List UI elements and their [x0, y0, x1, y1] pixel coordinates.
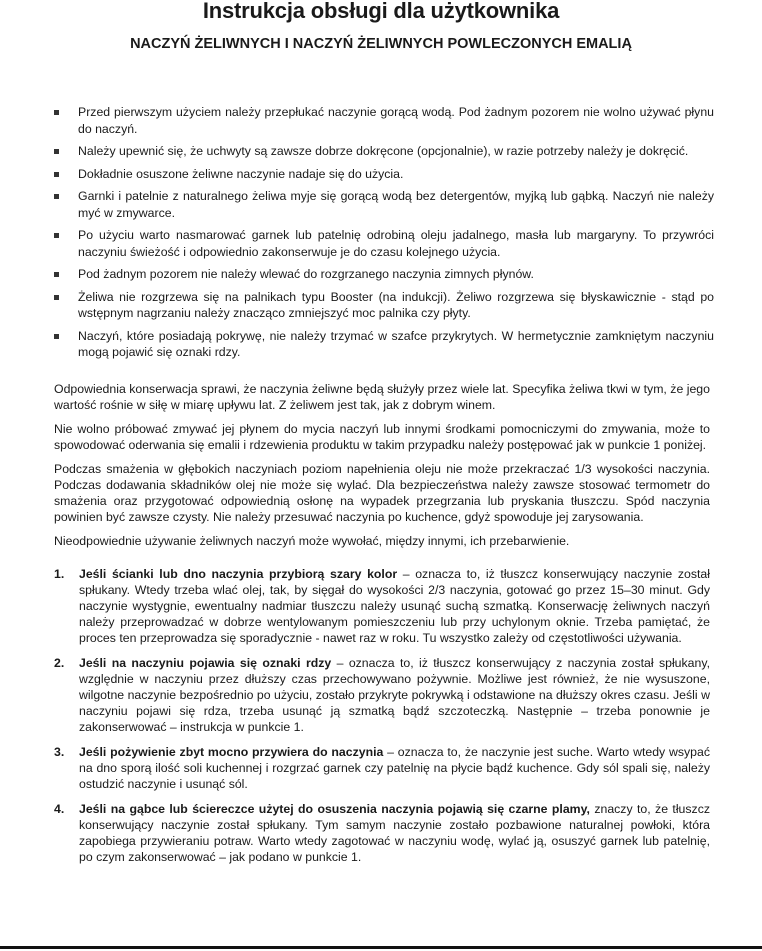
square-bullet-icon	[54, 295, 59, 300]
page-title: Instrukcja obsługi dla użytkownika	[202, 0, 560, 23]
bullet-item	[54, 328, 714, 361]
square-bullet-icon	[54, 172, 59, 177]
bullet-item	[54, 104, 714, 137]
square-bullet-icon	[54, 194, 59, 199]
item-text: znaczy to, że tłuszcz konserwujący naczynie został spłukany. Tym samym naczynie zostało pozbawione naturalnej powłoki, która zapobiega przywieraniu potraw. Warto wtedy zagotować w naczyniu wodę, wylać ją, osuszyć garnek lub patelnię, po czym zakonserwować – jak podano w punkcie 1.	[79, 802, 710, 864]
bullet-list	[54, 104, 714, 367]
body-paragraphs	[54, 381, 710, 557]
bullet-item	[54, 266, 714, 283]
numbered-item	[54, 801, 710, 865]
bullet-text: Żeliwa nie rozgrzewa się na palnikach typu Booster (na indukcji). Żeliwo rozgrzewa się błyskawicznie - stąd po wstępnym nagrzaniu należy znacząco zmniejszyć moc palnika czy płyty.	[78, 289, 714, 320]
item-text: – oznacza to, że naczynie jest suche. Warto wtedy wsypać na dno sporą ilość soli kuchennej i rozgrzać garnek czy patelnię na płycie bądź kuchence. Gdy sól spali się, należy ostudzić naczynie i usunąć sól.	[79, 745, 710, 791]
numbered-item	[54, 566, 710, 646]
page-subtitle: NACZYŃ ŻELIWNYCH I NACZYŃ ŻELIWNYCH POWLECZONYCH EMALIĄ	[130, 36, 632, 52]
paragraph: Nie wolno próbować zmywać jej płynem do mycia naczyń lub innymi środkami pomocniczymi do zmywania, może to spowodować oderwania się emalii i rdzewienia produktu w takim przypadku należy postępować jak w punkcie 1 poniżej.	[54, 422, 710, 452]
paragraph: Podczas smażenia w głębokich naczyniach poziom napełnienia oleju nie może przekraczać 1/3 wysokości naczynia. Podczas dodawania składników olej nie może się wylać. Dla bezpieczeństwa należy zawsze stosować termometr do smażenia oraz przygotować odpowiednią osłonę na wypadek przegrzania lub pryskania tłuszczu. Spód naczynia powinien być zawsze czysty. Nie należy przesuwać naczynia po kuchence, gdyż spowoduje jej zarysowania.	[54, 462, 710, 524]
numbered-item	[54, 655, 710, 735]
item-heading: Jeśli pożywienie zbyt mocno przywiera do naczynia	[79, 745, 384, 759]
bullet-item	[54, 227, 714, 260]
bullet-text: Należy upewnić się, że uchwyty są zawsze dobrze dokręcone (opcjonalnie), w razie potrzeby należy je dokręcić.	[78, 144, 689, 158]
bullet-text: Przed pierwszym użyciem należy przepłukać naczynie gorącą wodą. Pod żadnym pozorem nie wolno używać płynu do naczyń.	[78, 105, 714, 136]
bullet-text: Garnki i patelnie z naturalnego żeliwa myje się gorącą wodą bez detergentów, myjką lub gąbką. Naczyń nie należy myć w zmywarce.	[78, 189, 714, 220]
bullet-item	[54, 166, 714, 183]
bullet-text: Po użyciu warto nasmarować garnek lub patelnię odrobiną oleju jadalnego, masła lub margaryny. To przywróci naczyniu świeżość i odpowiednio zakonserwuje je do czasu kolejnego użycia.	[78, 228, 714, 259]
item-heading: Jeśli na gąbce lub ściereczce użytej do osuszenia naczynia pojawią się czarne plamy,	[79, 802, 590, 816]
numbered-list	[54, 566, 710, 874]
bullet-text: Dokładnie osuszone żeliwne naczynie nadaje się do użycia.	[78, 166, 404, 181]
square-bullet-icon	[54, 149, 59, 154]
item-number: 1.	[54, 567, 65, 581]
square-bullet-icon	[54, 334, 59, 339]
bottom-divider	[0, 946, 762, 949]
bullet-text: Naczyń, które posiadają pokrywę, nie należy trzymać w szafce przykrytych. W hermetycznie zamkniętym naczyniu mogą pojawić się oznaki rdzy.	[78, 328, 714, 359]
bullet-item	[54, 188, 714, 221]
item-number: 3.	[54, 745, 65, 759]
square-bullet-icon	[54, 233, 59, 238]
bullet-text: Pod żadnym pozorem nie należy wlewać do rozgrzanego naczynia zimnych płynów.	[78, 267, 534, 281]
item-text: – oznacza to, iż tłuszcz konserwujący z naczynia został spłukany, względnie w naczyniu przez dłuższy czas przechowywano pożywnie. Możliwe jest również, że nie wysuszone, wilgotne naczynie bezpośrednio po użyciu, zostało przykryte pokrywką i odstawione na dłuższy okres czasu. Jeśli w naczyniu pojawi się rdza, trzeba usunąć ją szmatką bądź szczoteczką. Następnie – trzeba ponownie je zakonserwować – instrukcja w punkcie 1.	[79, 656, 710, 734]
square-bullet-icon	[54, 110, 59, 115]
bullet-item	[54, 289, 714, 322]
item-text: – oznacza to, iż tłuszcz konserwujący naczynie został spłukany. Wtedy trzeba wlać olej, tak, by sięgał do wysokości 2/3 naczynia, gotować go przez 15–30 minut. Gdy naczynie wystygnie, ewentualny nadmiar tłuszczu należy usunąć suchą szmatką. Konserwację żeliwnych naczyń należy przeprowadzać w dobrze wentylowanym pomieszczeniu lub przy uchylonym oknie. Trzeba pamiętać, że proces ten przeprowadza się sporadycznie - nawet raz w roku. Tu wszystko zależy od częstotliwości używania.	[79, 567, 710, 645]
square-bullet-icon	[54, 272, 59, 277]
paragraph: Nieodpowiednie używanie żeliwnych naczyń może wywołać, między innymi, ich przebarwienie.	[54, 534, 570, 548]
item-number: 4.	[54, 802, 65, 816]
bullet-item	[54, 143, 714, 160]
numbered-item	[54, 744, 710, 792]
item-heading: Jeśli ścianki lub dno naczynia przybiorą szary kolor	[79, 567, 398, 581]
item-number: 2.	[54, 656, 65, 670]
paragraph: Odpowiednia konserwacja sprawi, że naczynia żeliwne będą służyły przez wiele lat. Specyfika żeliwa tkwi w tym, że jego wartość rośnie w siłę w miarę upływu lat. Z żeliwem jest tak, jak z dobrym winem.	[54, 382, 710, 412]
item-heading: Jeśli na naczyniu pojawia się oznaki rdzy	[79, 656, 332, 670]
